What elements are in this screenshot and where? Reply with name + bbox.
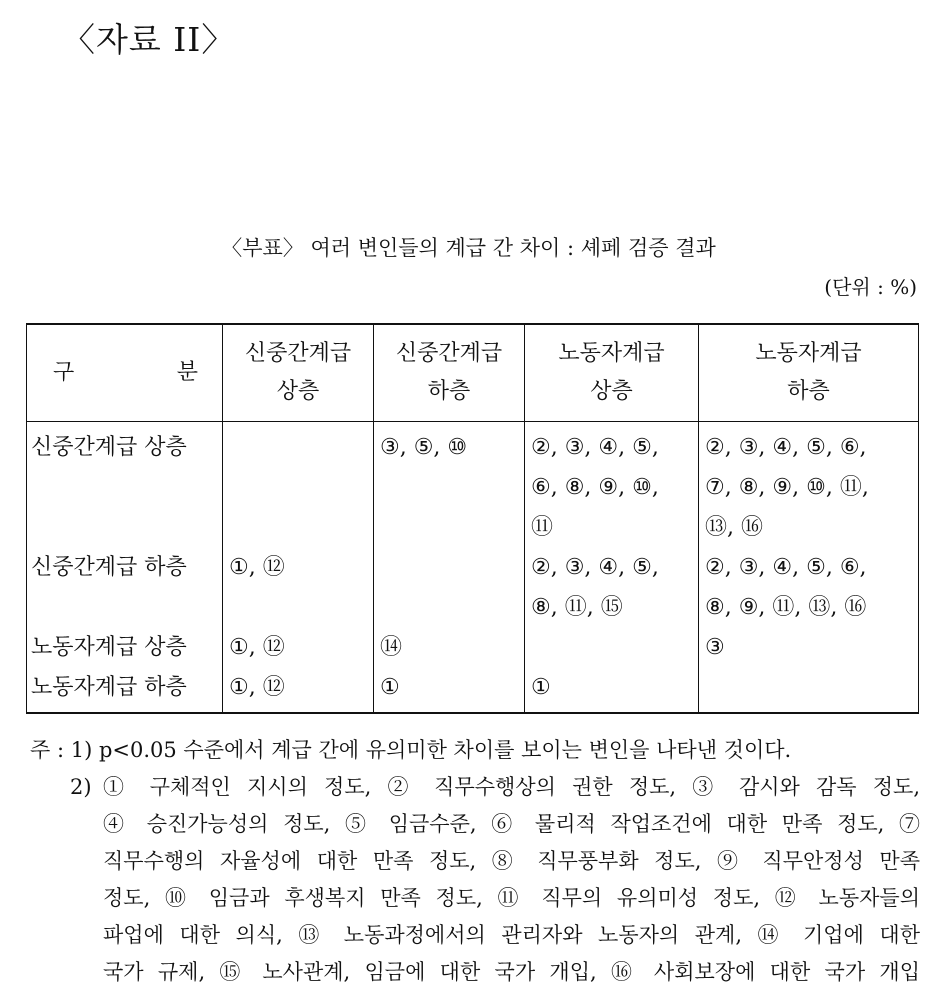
- table-cell: [374, 668, 525, 713]
- row-label: 노동자계급 상층: [27, 628, 223, 668]
- table-header-row: [27, 324, 919, 422]
- table-cell: [525, 422, 699, 549]
- cell-line: ⑧, ⑪, ⑮: [531, 595, 623, 620]
- cell-line: ①: [531, 675, 551, 700]
- cell-line: ①, ⑫: [229, 555, 285, 580]
- corner-left: 구: [53, 360, 75, 385]
- column-header: 신중간계급 하층: [374, 324, 525, 422]
- table-row: [27, 422, 919, 549]
- column-header: 신중간계급 상층: [223, 324, 374, 422]
- table-cell: [223, 668, 374, 713]
- cell-line: ①, ⑫: [229, 675, 285, 700]
- scheffe-result-table: [26, 323, 919, 714]
- note-2-line: 직무수행의 자율성에 대한 만족 정도, ⑧ 직무풍부화 정도, ⑨ 직무안정성 만족: [103, 849, 920, 873]
- cell-line: ②, ③, ④, ⑤, ⑥,: [705, 435, 867, 460]
- table-row: [27, 548, 919, 628]
- note-2-line: 파업에 대한 의식, ⑬ 노동과정에서의 관리자와 노동자의 관계, ⑭ 기업에 대한: [103, 923, 920, 947]
- table-caption: 〈부표〉 여러 변인들의 계급 간 차이 : 셰페 검증 결과: [221, 236, 716, 260]
- column-header: 노동자계급 하층: [699, 324, 919, 422]
- table-notes: [30, 732, 920, 991]
- note-2: [70, 769, 920, 991]
- note-2-line: ① 구체적인 지시의 정도, ② 직무수행상의 권한 정도, ③ 감시와 감독 정도,: [103, 775, 920, 799]
- table-cell: [699, 628, 919, 668]
- cell-line: ③, ⑤, ⑩: [380, 435, 468, 460]
- cell-line: ①, ⑫: [229, 635, 285, 660]
- table-cell: [223, 628, 374, 668]
- note-2-body: [103, 769, 920, 991]
- cell-line: ②, ③, ④, ⑤, ⑥,: [705, 555, 867, 580]
- table-cell: [699, 422, 919, 549]
- table-row: [27, 628, 919, 668]
- cell-line: ⑦, ⑧, ⑨, ⑩, ⑪,: [705, 475, 869, 500]
- table-cell: [699, 668, 919, 713]
- cell-line: ①: [380, 675, 400, 700]
- note-1: 주 : 1) p<0.05 수준에서 계급 간에 유의미한 차이를 보이는 변인을 나타낸 것이다.: [30, 738, 792, 762]
- note-2-line: ④ 승진가능성의 정도, ⑤ 임금수준, ⑥ 물리적 작업조건에 대한 만족 정도, ⑦: [103, 812, 920, 836]
- cell-line: ⑬, ⑯: [705, 515, 763, 540]
- table-cell: [525, 548, 699, 628]
- table-cell: [223, 548, 374, 628]
- cell-line: ⑥, ⑧, ⑨, ⑩,: [531, 475, 659, 500]
- note-2-number: 2): [70, 775, 92, 799]
- table-cell: [374, 422, 525, 549]
- note-2-line: 국가 규제, ⑮ 노사관계, 임금에 대한 국가 개입, ⑯ 사회보장에 대한 국가 개입: [103, 960, 920, 984]
- cell-line: ⑪: [531, 515, 554, 540]
- corner-header: [27, 324, 223, 422]
- cell-line: ③: [705, 635, 725, 660]
- table-cell: [223, 422, 374, 549]
- row-label: 신중간계급 하층: [27, 548, 223, 628]
- row-label: 신중간계급 상층: [27, 422, 223, 549]
- cell-line: ②, ③, ④, ⑤,: [531, 435, 659, 460]
- table-cell: [525, 668, 699, 713]
- cell-line: ⑭: [380, 635, 403, 660]
- table-cell: [374, 628, 525, 668]
- row-label: 노동자계급 하층: [27, 668, 223, 713]
- section-heading: 〈자료 II〉: [62, 20, 236, 59]
- column-header: 노동자계급 상층: [525, 324, 699, 422]
- table-cell: [525, 628, 699, 668]
- corner-right: 분: [176, 360, 198, 385]
- unit-label: (단위 : %): [824, 275, 917, 299]
- table-row: [27, 668, 919, 713]
- table-cell: [374, 548, 525, 628]
- cell-line: ⑧, ⑨, ⑪, ⑬, ⑯: [705, 595, 867, 620]
- cell-line: ②, ③, ④, ⑤,: [531, 555, 659, 580]
- table-cell: [699, 548, 919, 628]
- note-2-line: 정도, ⑩ 임금과 후생복지 만족 정도, ⑪ 직무의 유의미성 정도, ⑫ 노동자들의: [103, 886, 920, 910]
